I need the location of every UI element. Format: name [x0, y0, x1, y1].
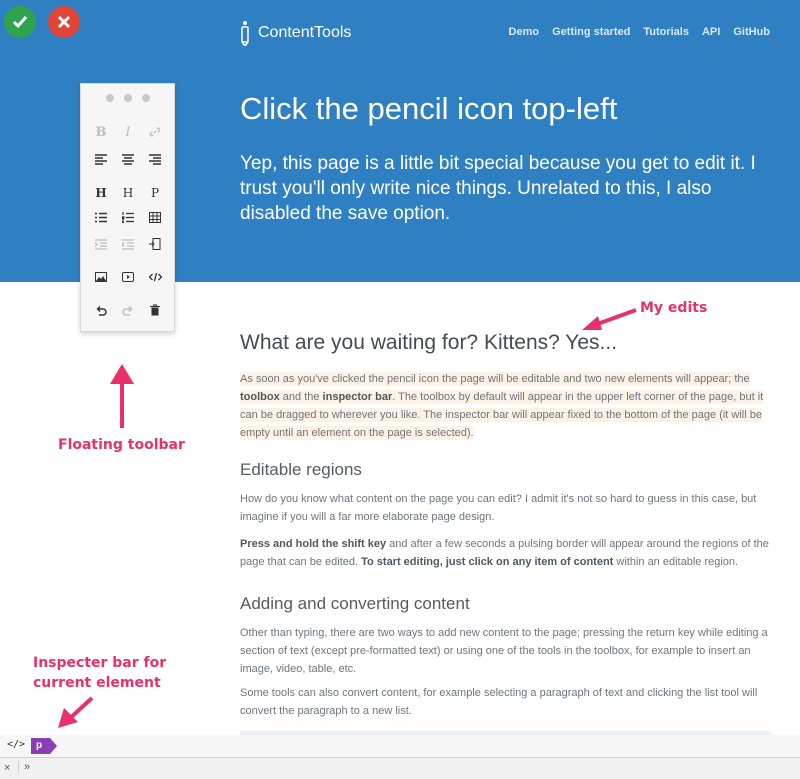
italic-tool[interactable]: I — [125, 124, 131, 140]
redo-icon — [122, 305, 134, 316]
align-center-icon — [122, 154, 134, 165]
line-break-tool[interactable] — [145, 235, 165, 253]
link-tool[interactable] — [145, 123, 165, 141]
nav-demo[interactable]: Demo — [508, 26, 540, 38]
align-right-icon — [149, 154, 161, 165]
close-icon — [57, 15, 71, 29]
image-tool[interactable] — [91, 268, 111, 286]
nav-api[interactable]: API — [701, 26, 721, 38]
adding-paragraph-1[interactable]: Other than typing, there are two ways to add new content to the page; pressing the return key while editing a section of text (except pre-formatted text) or using one of the tools in the toolbox, for example to insert an image, video, table, etc. — [240, 627, 768, 675]
devtools-close-icon[interactable]: × — [4, 762, 11, 774]
table-icon — [149, 212, 161, 223]
devtools-bar — [0, 757, 800, 779]
indent-tool[interactable] — [91, 235, 111, 253]
table-tool[interactable] — [145, 208, 165, 226]
trash-icon — [150, 304, 160, 316]
main-nav — [509, 26, 770, 38]
unordered-list-icon — [95, 212, 107, 223]
align-center-tool[interactable] — [118, 150, 138, 168]
floating-toolbox[interactable] — [80, 83, 175, 332]
arrow-icon — [108, 362, 136, 432]
logo-text: ContentTools — [258, 24, 352, 41]
ordered-list-icon — [122, 212, 134, 223]
heading-tool[interactable]: H — [95, 186, 107, 200]
undo-icon — [95, 305, 107, 316]
unindent-icon — [122, 239, 134, 250]
remove-tool[interactable] — [145, 301, 165, 319]
tag-shape — [31, 738, 57, 754]
image-icon — [95, 272, 107, 282]
align-left-icon — [95, 154, 107, 165]
annotation-floating-toolbar: Floating toolbar — [58, 437, 185, 453]
inspector-code-button[interactable]: </> — [7, 739, 26, 750]
devtools-expand-icon[interactable]: » — [18, 761, 30, 773]
hero-title: Click the pencil icon top-left — [240, 91, 618, 126]
adding-paragraph-2[interactable]: Some tools can also convert content, for example selecting a paragraph of text and clicking the list tool will convert the paragraph to a new list. — [240, 687, 758, 717]
undo-tool[interactable] — [91, 301, 111, 319]
nav-getting-started[interactable]: Getting started — [552, 26, 631, 38]
redo-tool[interactable] — [118, 301, 138, 319]
bold-tool[interactable]: B — [95, 124, 107, 140]
nav-github[interactable]: GitHub — [733, 26, 770, 38]
confirm-edit-button[interactable] — [4, 6, 36, 38]
pencil-icon — [238, 20, 252, 46]
align-left-tool[interactable] — [91, 150, 111, 168]
unindent-tool[interactable] — [118, 235, 138, 253]
paragraph-tool[interactable]: P — [150, 186, 160, 200]
cancel-edit-button[interactable] — [48, 6, 80, 38]
video-tool[interactable] — [118, 268, 138, 286]
intro-paragraph[interactable]: As soon as you've clicked the pencil icon the page will be editable and two new elements will appear; the toolbox and the inspector bar. The toolbox by default will appear in the upper left corner of the page, but it can be dragged to wherever you like. The inspector bar will appear fixed to the bottom of the page (it will be empty until an element on the page is selected). — [240, 373, 764, 439]
unordered-list-tool[interactable] — [91, 208, 111, 226]
adding-content-heading[interactable]: Adding and converting content — [240, 594, 470, 613]
editable-paragraph-2[interactable]: Press and hold the shift key and after a few seconds a pulsing border will appear around the regions of the page that can be edited. To start editing, just click on any item of content within an editable region. — [240, 538, 769, 568]
logo[interactable] — [238, 20, 351, 46]
code-icon — [149, 272, 162, 282]
editable-regions-heading[interactable]: Editable regions — [240, 460, 362, 479]
video-icon — [122, 272, 134, 282]
indent-icon — [95, 239, 107, 250]
inspector-bar — [0, 735, 800, 757]
content-heading[interactable]: What are you waiting for? Kittens? Yes... — [240, 331, 618, 354]
subheading-tool[interactable]: H — [122, 186, 134, 200]
arrow-icon — [580, 300, 640, 334]
nav-tutorials[interactable]: Tutorials — [643, 26, 689, 38]
check-icon — [12, 14, 28, 30]
align-right-tool[interactable] — [145, 150, 165, 168]
inspector-tag-p[interactable]: p — [31, 738, 57, 754]
annotation-inspector-bar: Inspecter bar for current element — [33, 655, 167, 691]
hero-lead: Yep, this page is a little bit special because you get to edit it. I trust you'll only write nice things. Unrelated to this, I also disabled the save option. — [240, 153, 756, 224]
link-icon — [149, 126, 161, 138]
preformatted-tool[interactable] — [145, 268, 165, 286]
editable-paragraph-1[interactable]: How do you know what content on the page you can edit? I admit it's not so hard to guess in this case, but imagine if you will a far more elaborate page design. — [240, 493, 757, 523]
annotation-my-edits: My edits — [640, 300, 708, 316]
toolbox-drag-handle[interactable] — [81, 94, 174, 102]
arrow-icon — [56, 694, 96, 730]
line-break-icon — [149, 238, 161, 250]
ordered-list-tool[interactable] — [118, 208, 138, 226]
